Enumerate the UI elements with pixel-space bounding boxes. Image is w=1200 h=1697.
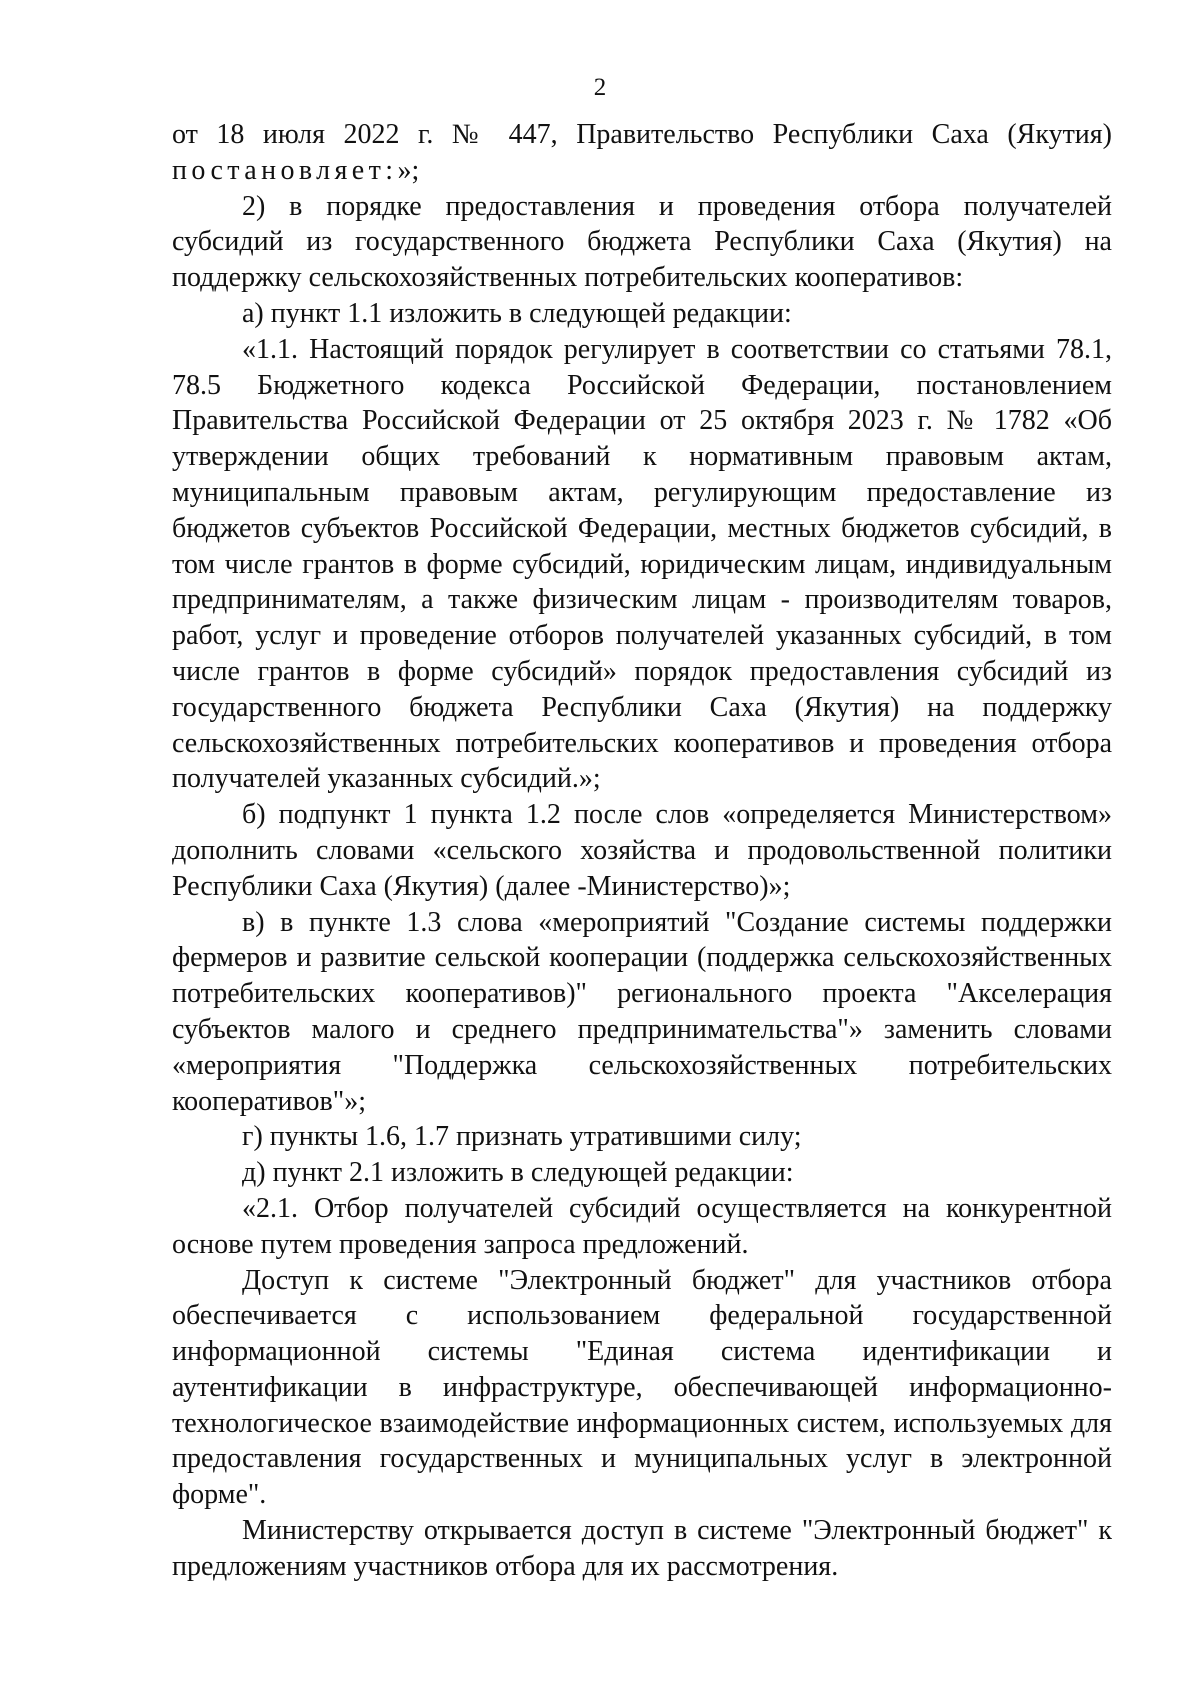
document-body	[172, 117, 1112, 1585]
paragraph-subitem-a: а) пункт 1.1 изложить в следующей редакции:	[242, 297, 792, 329]
page-number: 2	[593, 74, 607, 101]
paragraph-subitem-v: в) в пункте 1.3 слова «мероприятий "Создание системы поддержки фермеров и развитие сельской кооперации (поддержка сельскохозяйственных потребительских кооперативов)" регионального проекта "Акселерация субъектов малого и среднего предпринимательства"» заменить словами «мероприятия "Поддержка сельскохозяйственных потребительских кооперативов"»;	[172, 906, 1112, 1117]
paragraph-subitem-b: б) подпункт 1 пункта 1.2 после слов «определяется Министерством» дополнить словами «сельского хозяйства и продовольственной политики Республики Саха (Якутия) (далее -Министерство)»;	[172, 799, 1112, 902]
paragraph-quote-1-1: «1.1. Настоящий порядок регулирует в соответствии со статьями 78.1, 78.5 Бюджетного кодекса Российской Федерации, постановлением Правительства Российской Федерации от 25 октября 2023 г. № 1782 «Об утверждении общих требований к нормативным правовым актам, муниципальным правовым актам, регулирующим предоставление из бюджетов субъектов Российской Федерации, местных бюджетов субсидий, в том числе грантов в форме субсидий, юридическим лицам, индивидуальным предпринимателям, а также физическим лицам - производителям товаров, работ, услуг и проведение отборов получателей указанных субсидий, в том числе грантов в форме субсидий» порядок предоставления субсидий из государственного бюджета Республики Саха (Якутия) на поддержку сельскохозяйственных потребительских кооперативов и проведения отбора получателей указанных субсидий.»;	[172, 333, 1112, 795]
paragraph-ministry-access: Министерству открывается доступ в системе "Электронный бюджет" к предложениям участников отбора для их рассмотрения.	[172, 1515, 1112, 1582]
paragraph-quote-2-1: «2.1. Отбор получателей субсидий осуществляется на конкурентной основе путем проведения запроса предложений.	[172, 1192, 1112, 1260]
spaced-keyword: постановляет:	[172, 154, 398, 186]
paragraph-item-2: 2) в порядке предоставления и проведения отбора получателей субсидий из государственного бюджета Республики Саха (Якутия) на поддержку сельскохозяйственных потребительских кооперативов:	[172, 190, 1112, 294]
paragraph-text: от 18 июля 2022 г. № 447, Правительство Республики Саха (Якутия)	[172, 119, 1112, 150]
paragraph-subitem-d: д) пункт 2.1 изложить в следующей редакции:	[242, 1157, 794, 1189]
paragraph-continuation	[172, 117, 1112, 189]
paragraph-subitem-g: г) пункты 1.6, 1.7 признать утратившими силу;	[242, 1121, 802, 1153]
paragraph-text-tail: »;	[397, 154, 420, 186]
paragraph-access: Доступ к системе "Электронный бюджет" для участников отбора обеспечивается с использованием федеральной государственной информационной системы "Единая система идентификации и аутентификации в инфраструктуре, обеспечивающей информационно-технологическое взаимодействие информационных систем, используемых для предоставления государственных и муниципальных услуг в электронной форме".	[172, 1264, 1112, 1511]
